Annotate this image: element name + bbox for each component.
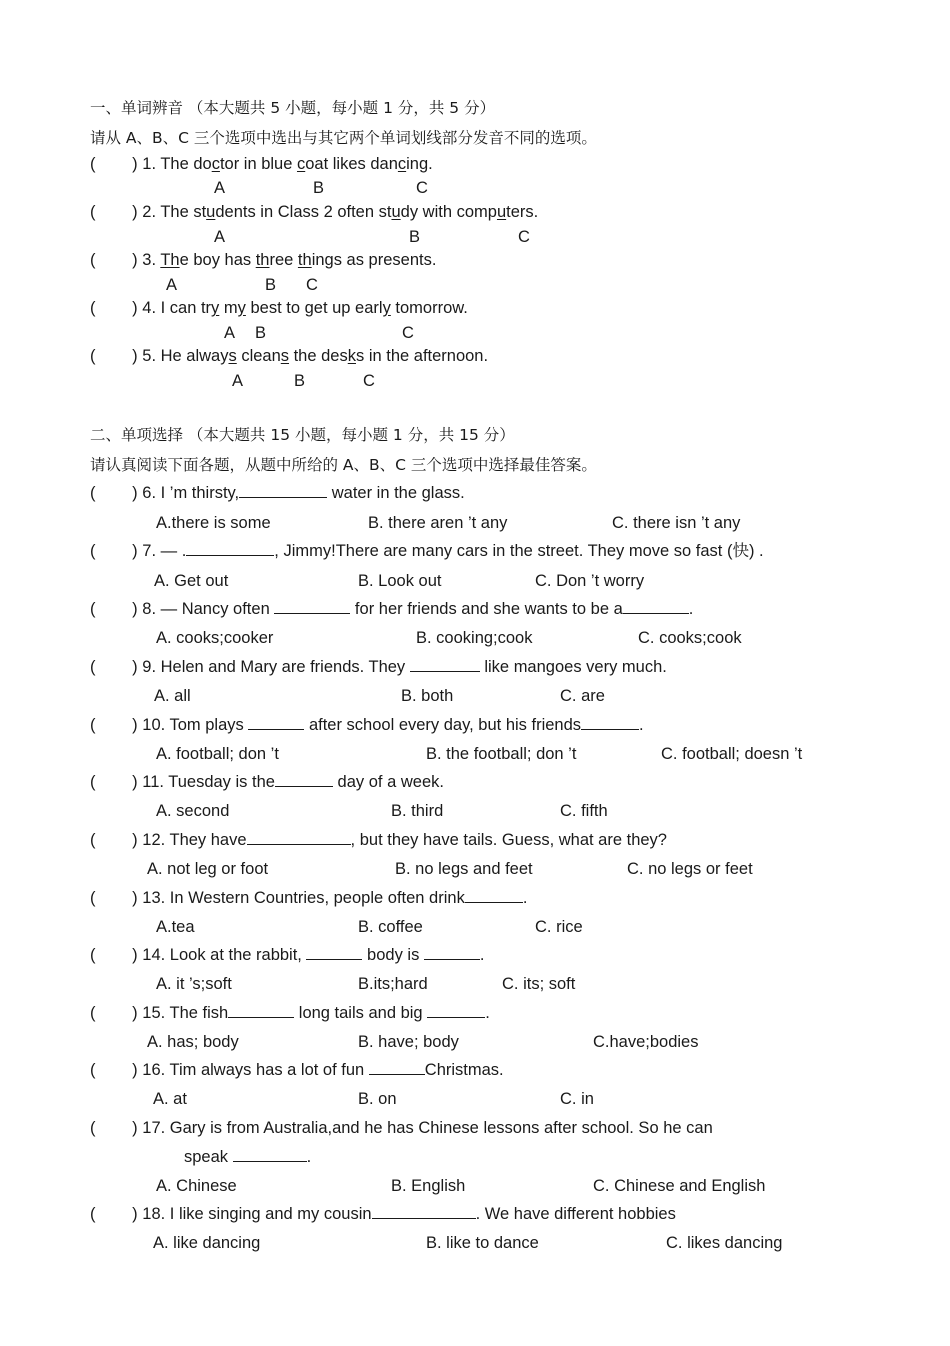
option-a: A. cooks;cooker bbox=[156, 629, 274, 647]
option-a: A. Chinese bbox=[156, 1177, 237, 1195]
option-c: C. its; soft bbox=[502, 975, 576, 993]
answer-blank[interactable] bbox=[465, 888, 523, 903]
option-a: A. Get out bbox=[154, 572, 229, 590]
option-b: B. coffee bbox=[358, 918, 423, 936]
answer-blank[interactable] bbox=[372, 1204, 476, 1219]
option-b: B. the football; don ’t bbox=[426, 745, 577, 763]
option-c: C. likes dancing bbox=[666, 1234, 783, 1252]
answer-blank[interactable] bbox=[410, 657, 480, 672]
option-letter-b: B bbox=[313, 179, 325, 197]
option-a: A.there is some bbox=[156, 514, 271, 532]
option-a: A. like dancing bbox=[153, 1234, 261, 1252]
option-letter-a: A bbox=[224, 324, 236, 342]
answer-bracket: ( ) bbox=[90, 1061, 138, 1079]
option-a: A. not leg or foot bbox=[147, 860, 269, 878]
option-b: B. English bbox=[391, 1177, 466, 1195]
question-14: ( ) 14. Look at the rabbit, body is . bbox=[90, 946, 485, 964]
option-letter-a: A bbox=[214, 179, 226, 197]
section2-instruction: 请认真阅读下面各题，从题中所给的 A、B、C 三个选项中选择最佳答案。 bbox=[90, 456, 597, 474]
option-b: B. no legs and feet bbox=[395, 860, 533, 878]
option-c: C.have;bodies bbox=[593, 1033, 699, 1051]
section1-instruction: 请从 A、B、C 三个选项中选出与其它两个单词划线部分发音不同的选项。 bbox=[90, 129, 597, 147]
option-a: A. all bbox=[154, 687, 191, 705]
option-letter-a: A bbox=[232, 372, 244, 390]
answer-bracket: ( ) bbox=[90, 484, 138, 502]
option-c: C. in bbox=[560, 1090, 594, 1108]
section2-heading: 二、单项选择 （本大题共 15 小题，每小题 1 分，共 15 分） bbox=[90, 426, 515, 444]
option-a: A. at bbox=[153, 1090, 187, 1108]
answer-bracket: ( ) bbox=[90, 946, 138, 964]
question-18: ( ) 18. I like singing and my cousin . We have different hobbies bbox=[90, 1205, 676, 1223]
question-4: ( ) 4. I can try my best to get up early tomorrow. bbox=[90, 299, 468, 317]
question-8: ( ) 8. — Nancy often for her friends and she wants to be a . bbox=[90, 600, 694, 618]
answer-bracket: ( ) bbox=[90, 1004, 138, 1022]
answer-bracket: ( ) bbox=[90, 347, 138, 365]
question-10: ( ) 10. Tom plays after school every day, but his friends . bbox=[90, 716, 644, 734]
option-a: A. has; body bbox=[147, 1033, 239, 1051]
question-17-continued: speak . bbox=[184, 1148, 312, 1166]
option-c: C. no legs or feet bbox=[627, 860, 753, 878]
option-letter-c: C bbox=[402, 324, 414, 342]
option-b: B. like to dance bbox=[426, 1234, 539, 1252]
question-7: ( ) 7. — . , Jimmy!There are many cars in the street. They move so fast (快) . bbox=[90, 542, 764, 560]
question-3: ( ) 3. The boy has three things as presents. bbox=[90, 251, 437, 269]
answer-blank[interactable] bbox=[369, 1060, 425, 1075]
answer-blank[interactable] bbox=[275, 772, 333, 787]
option-a: A. second bbox=[156, 802, 230, 820]
option-letter-b: B bbox=[265, 276, 277, 294]
option-letter-b: B bbox=[255, 324, 267, 342]
option-b: B.its;hard bbox=[358, 975, 428, 993]
option-a: A. it ’s;soft bbox=[156, 975, 232, 993]
answer-blank[interactable] bbox=[623, 599, 689, 614]
question-5: ( ) 5. He always cleans the desks in the afternoon. bbox=[90, 347, 489, 365]
answer-blank[interactable] bbox=[427, 1003, 485, 1018]
answer-blank[interactable] bbox=[581, 715, 639, 730]
answer-blank[interactable] bbox=[233, 1147, 307, 1162]
option-c: C. cooks;cook bbox=[638, 629, 742, 647]
answer-bracket: ( ) bbox=[90, 203, 138, 221]
answer-bracket: ( ) bbox=[90, 1119, 138, 1137]
option-b: B. both bbox=[401, 687, 454, 705]
question-11: ( ) 11. Tuesday is the day of a week. bbox=[90, 773, 444, 791]
option-letter-c: C bbox=[518, 228, 530, 246]
option-c: C. there isn ’t any bbox=[612, 514, 741, 532]
option-b: B. there aren ’t any bbox=[368, 514, 508, 532]
answer-bracket: ( ) bbox=[90, 542, 138, 560]
option-letter-c: C bbox=[416, 179, 428, 197]
option-a: A. football; don ’t bbox=[156, 745, 279, 763]
question-9: ( ) 9. Helen and Mary are friends. They like mangoes very much. bbox=[90, 658, 667, 676]
answer-blank[interactable] bbox=[248, 715, 304, 730]
question-1: ( ) 1. The doctor in blue coat likes dancing. bbox=[90, 155, 433, 173]
option-letter-c: C bbox=[363, 372, 375, 390]
answer-bracket: ( ) bbox=[90, 1205, 138, 1223]
question-17: ( ) 17. Gary is from Australia,and he has Chinese lessons after school. So he can bbox=[90, 1119, 713, 1137]
option-b: B. Look out bbox=[358, 572, 442, 590]
option-b: B. on bbox=[358, 1090, 397, 1108]
answer-bracket: ( ) bbox=[90, 773, 138, 791]
question-6: ( ) 6. I ’m thirsty, water in the glass. bbox=[90, 484, 465, 502]
question-16: ( ) 16. Tim always has a lot of fun Christmas. bbox=[90, 1061, 504, 1079]
option-c: C. football; doesn ’t bbox=[661, 745, 803, 763]
option-b: B. third bbox=[391, 802, 444, 820]
section1-heading: 一、单词辨音 （本大题共 5 小题，每小题 1 分，共 5 分） bbox=[90, 99, 496, 117]
question-2: ( ) 2. The students in Class 2 often study with computers. bbox=[90, 203, 539, 221]
answer-bracket: ( ) bbox=[90, 600, 138, 618]
option-b: B. cooking;cook bbox=[416, 629, 533, 647]
answer-blank[interactable] bbox=[424, 945, 480, 960]
option-letter-c: C bbox=[306, 276, 318, 294]
answer-blank[interactable] bbox=[228, 1003, 294, 1018]
answer-bracket: ( ) bbox=[90, 831, 138, 849]
answer-bracket: ( ) bbox=[90, 716, 138, 734]
answer-blank[interactable] bbox=[239, 483, 327, 498]
answer-bracket: ( ) bbox=[90, 889, 138, 907]
option-letter-b: B bbox=[409, 228, 421, 246]
option-a: A.tea bbox=[156, 918, 195, 936]
answer-bracket: ( ) bbox=[90, 299, 138, 317]
option-letter-b: B bbox=[294, 372, 306, 390]
answer-blank[interactable] bbox=[186, 541, 274, 556]
option-letter-a: A bbox=[166, 276, 178, 294]
answer-blank[interactable] bbox=[274, 599, 350, 614]
answer-bracket: ( ) bbox=[90, 251, 138, 269]
answer-bracket: ( ) bbox=[90, 658, 138, 676]
question-13: ( ) 13. In Western Countries, people often drink . bbox=[90, 889, 528, 907]
option-c: C. Don ’t worry bbox=[535, 572, 645, 590]
option-b: B. have; body bbox=[358, 1033, 459, 1051]
answer-blank[interactable] bbox=[306, 945, 362, 960]
option-c: C. rice bbox=[535, 918, 583, 936]
answer-blank[interactable] bbox=[247, 830, 351, 845]
question-15: ( ) 15. The fish long tails and big . bbox=[90, 1004, 490, 1022]
option-c: C. Chinese and English bbox=[593, 1177, 766, 1195]
option-c: C. are bbox=[560, 687, 605, 705]
answer-bracket: ( ) bbox=[90, 155, 138, 173]
option-letter-a: A bbox=[214, 228, 226, 246]
question-12: ( ) 12. They have , but they have tails. Guess, what are they? bbox=[90, 831, 667, 849]
option-c: C. fifth bbox=[560, 802, 608, 820]
